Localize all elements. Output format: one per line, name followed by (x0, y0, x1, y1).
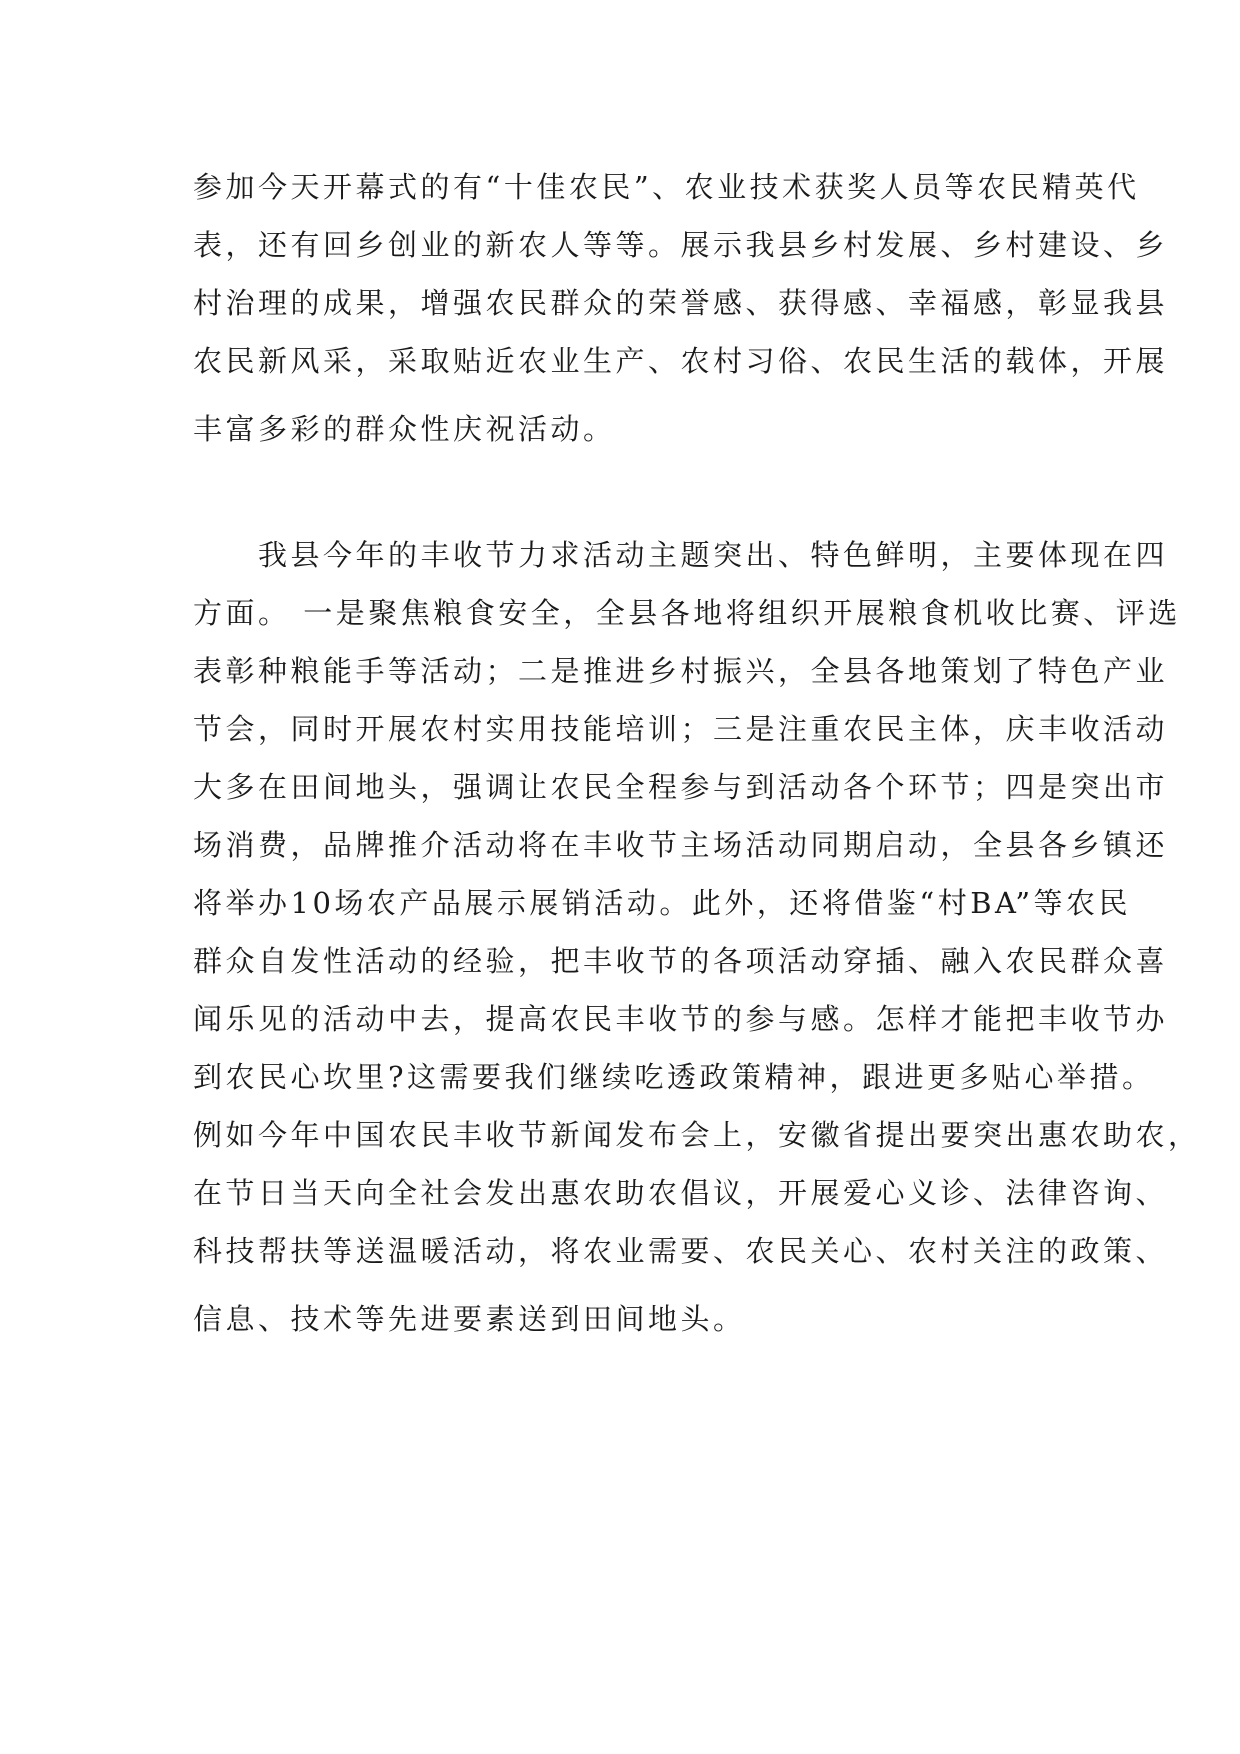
paragraph-line: 大多在田间地头，强调让农民全程参与到活动各个环节；四是突出市 (193, 770, 1169, 804)
paragraph-line: 丰富多彩的群众性庆祝活动。 (193, 412, 616, 446)
paragraph-line: 我县今年的丰收节力求活动主题突出、特色鲜明，主要体现在四 (193, 538, 1169, 572)
paragraph-line: 农民新风采，采取贴近农业生产、农村习俗、农民生活的载体，开展 (193, 344, 1169, 378)
paragraph-line: 节会，同时开展农村实用技能培训；三是注重农民主体，庆丰收活动 (193, 712, 1169, 746)
paragraph-line: 村治理的成果，增强农民群众的荣誉感、获得感、幸福感，彰显我县 (193, 286, 1169, 320)
paragraph-1 (193, 158, 1169, 458)
paragraph-line: 将举办10场农产品展示展销活动。此外，还将借鉴“村BA”等农民 (193, 886, 1132, 920)
paragraph-line: 到农民心坎里?这需要我们继续吃透政策精神，跟进更多贴心举措。 (193, 1060, 1155, 1094)
paragraph-2 (193, 526, 1201, 1348)
paragraph-line: 闻乐见的活动中去，提高农民丰收节的参与感。怎样才能把丰收节办 (193, 1002, 1169, 1036)
paragraph-line: 方面。 一是聚焦粮食安全，全县各地将组织开展粮食机收比赛、评选 (193, 596, 1181, 630)
paragraph-line: 科技帮扶等送温暖活动，将农业需要、农民关心、农村关注的政策、 (193, 1234, 1169, 1268)
paragraph-line: 表彰种粮能手等活动；二是推进乡村振兴，全县各地策划了特色产业 (193, 654, 1169, 688)
paragraph-line: 在节日当天向全社会发出惠农助农倡议，开展爱心义诊、法律咨询、 (193, 1176, 1169, 1210)
paragraph-line: 例如今年中国农民丰收节新闻发布会上，安徽省提出要突出惠农助农， (193, 1118, 1201, 1152)
paragraph-line: 表，还有回乡创业的新农人等等。展示我县乡村发展、乡村建设、乡 (193, 228, 1169, 262)
paragraph-line: 信息、技术等先进要素送到田间地头。 (193, 1302, 746, 1336)
paragraph-line: 群众自发性活动的经验，把丰收节的各项活动穿插、融入农民群众喜 (193, 944, 1169, 978)
paragraph-line: 参加今天开幕式的有“十佳农民”、农业技术获奖人员等农民精英代 (193, 170, 1140, 204)
paragraph-line: 场消费，品牌推介活动将在丰收节主场活动同期启动，全县各乡镇还 (193, 828, 1169, 862)
